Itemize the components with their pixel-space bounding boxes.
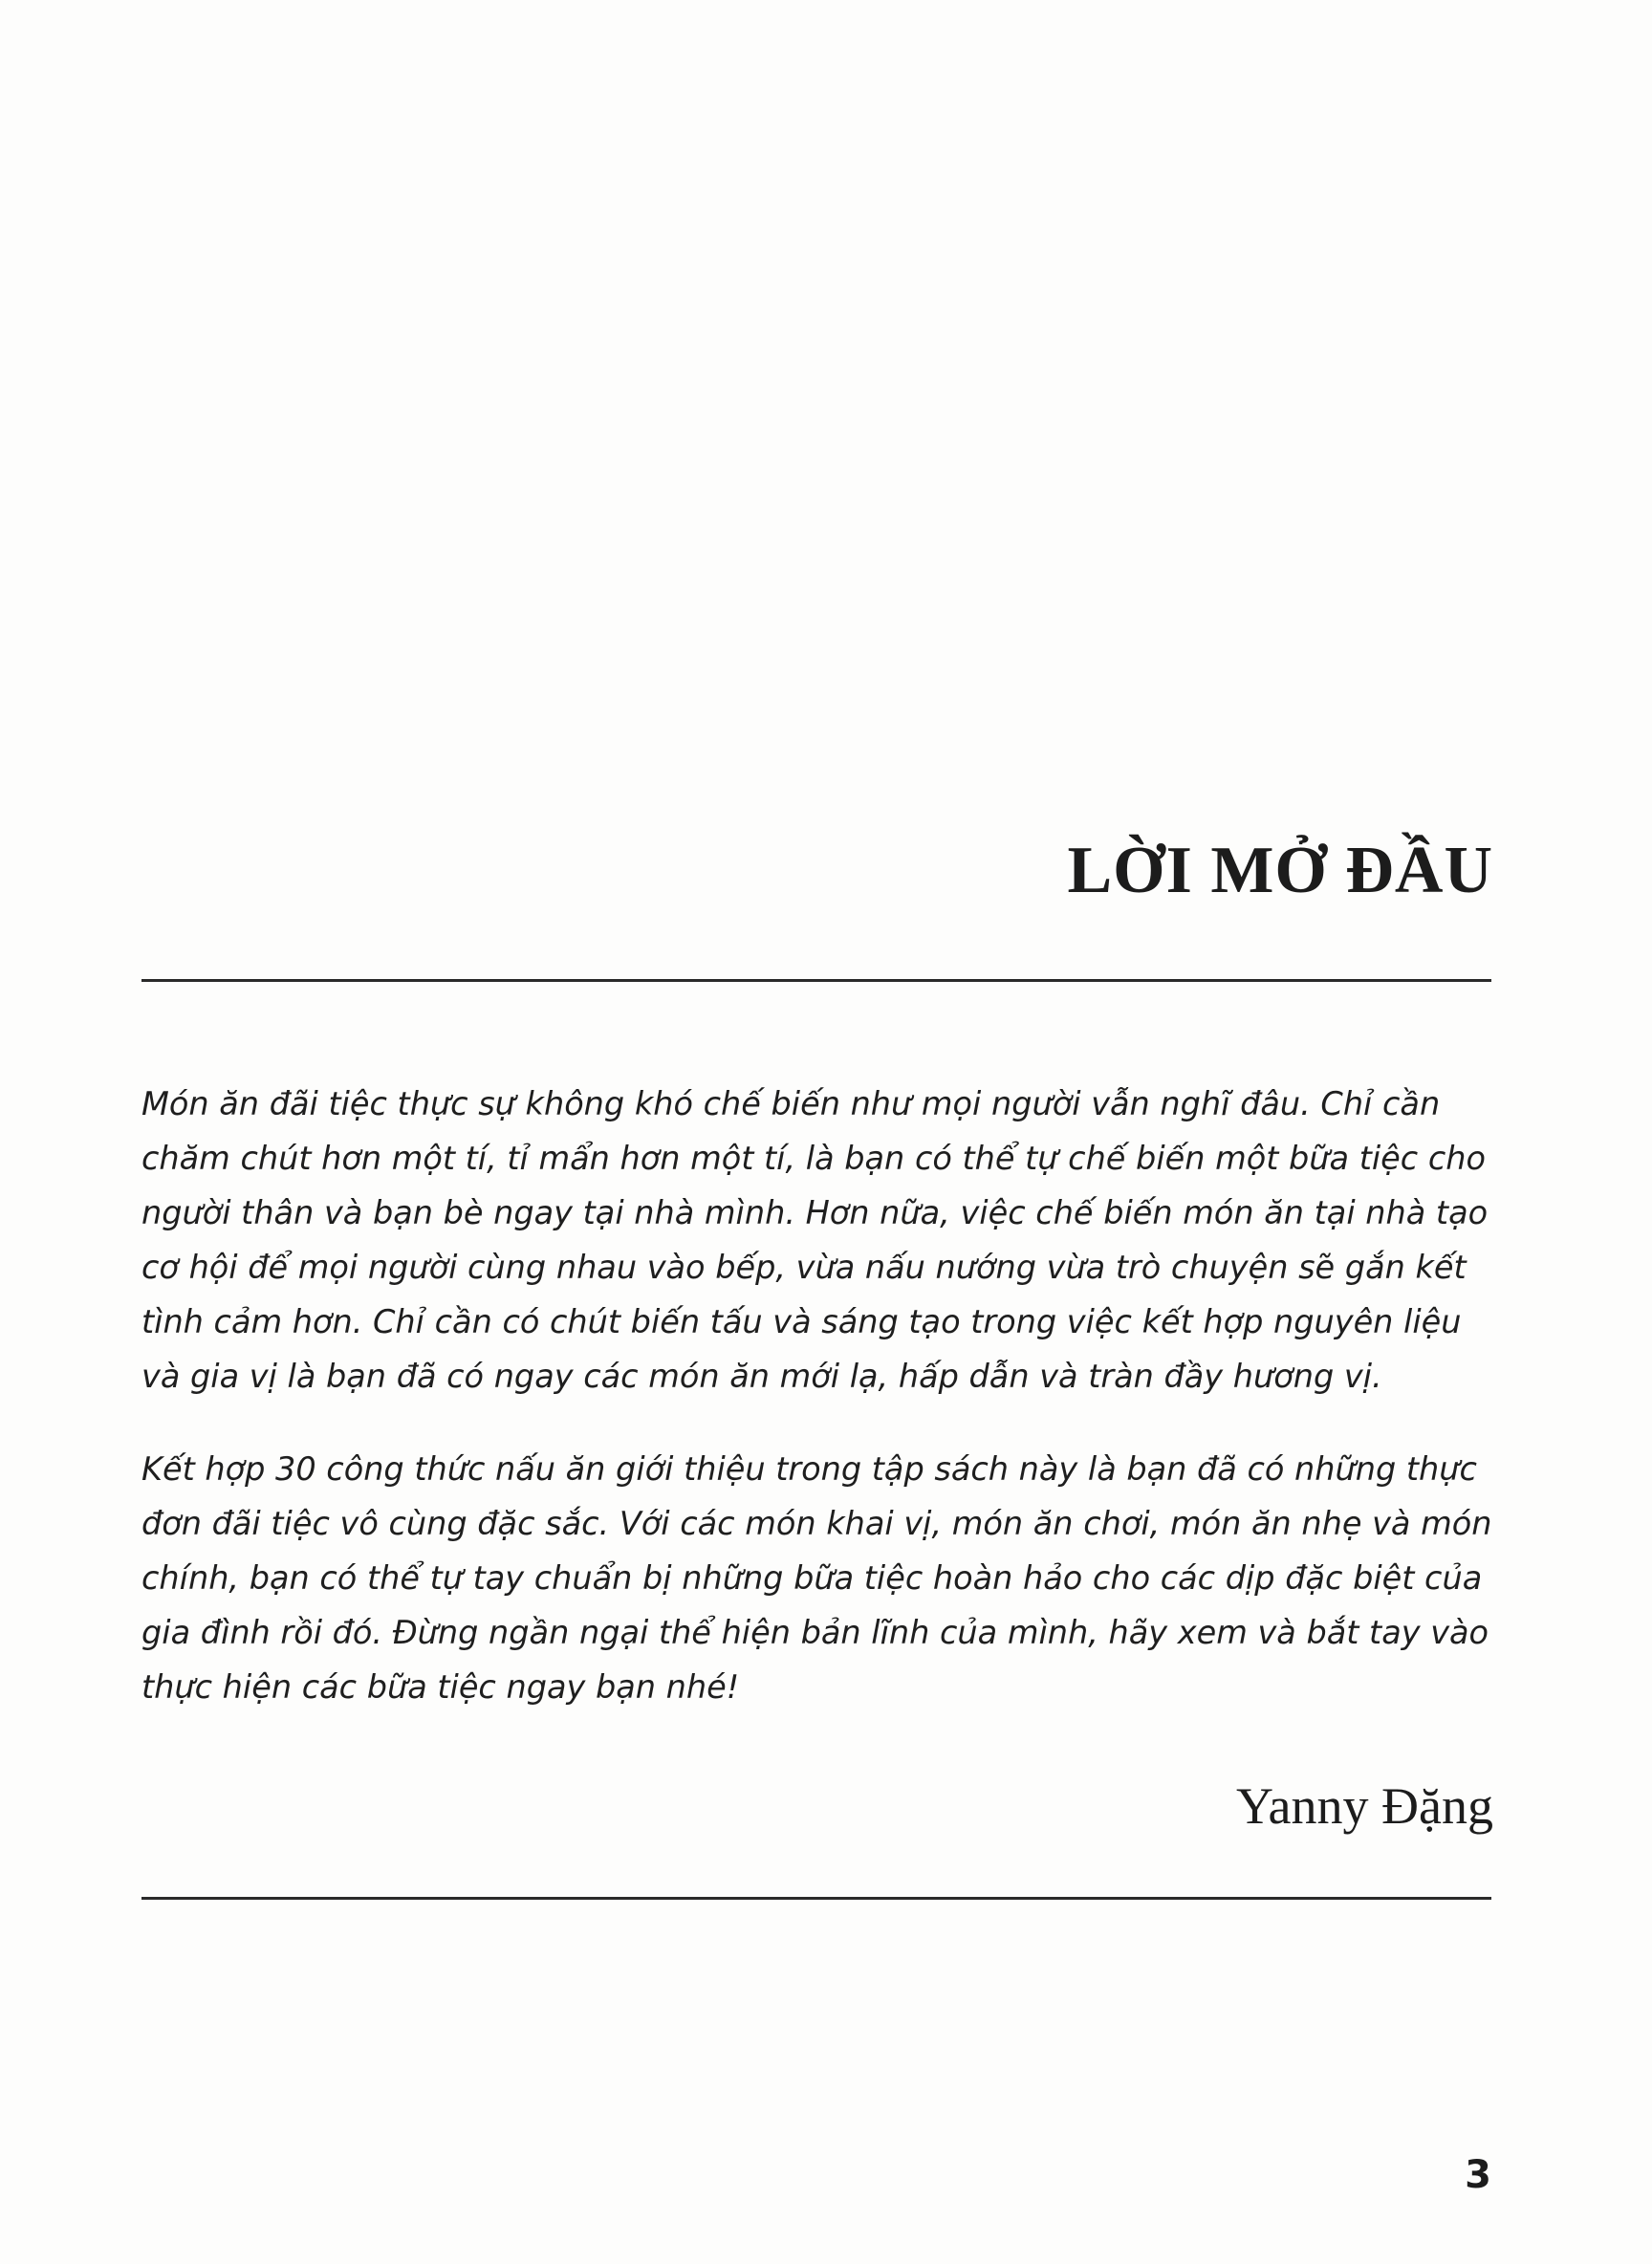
bottom-divider bbox=[141, 1897, 1491, 1900]
page-number: 3 bbox=[1465, 2153, 1491, 2197]
page-title: LỜI MỞ ĐẦU bbox=[1067, 834, 1493, 907]
intro-paragraph-2: Kết hợp 30 công thức nấu ăn giới thiệu trong tập sách này là bạn đã có những thực đơn đãi tiệc vô cùng đặc sắc. Với các món khai vị, món ăn chơi, món ăn nhẹ và món chính, bạn có thể tự tay chuẩn bị những bữa tiệc hoàn hảo cho các dịp đặc biệt của gia đình rồi đó. Đừng ngần ngại thể hiện bản lĩnh của mình, hãy xem và bắt tay vào thực hiện các bữa tiệc ngay bạn nhé! bbox=[141, 1450, 1492, 1706]
intro-paragraph-1: Món ăn đãi tiệc thực sự không khó chế biến như mọi người vẫn nghĩ đâu. Chỉ cần chăm chút hơn một tí, tỉ mẩn hơn một tí, là bạn có thể tự chế biến một bữa tiệc cho người thân và bạn bè ngay tại nhà mình. Hơn nữa, việc chế biến món ăn tại nhà tạo cơ hội để mọi người cùng nhau vào bếp, vừa nấu nướng vừa trò chuyện sẽ gắn kết tình cảm hơn. Chỉ cần có chút biến tấu và sáng tạo trong việc kết hợp nguyên liệu và gia vị là bạn đã có ngay các món ăn mới lạ, hấp dẫn và tràn đầy hương vị. bbox=[141, 1085, 1489, 1395]
top-divider bbox=[141, 979, 1491, 982]
author-signature: Yanny Đặng bbox=[1235, 1777, 1493, 1835]
